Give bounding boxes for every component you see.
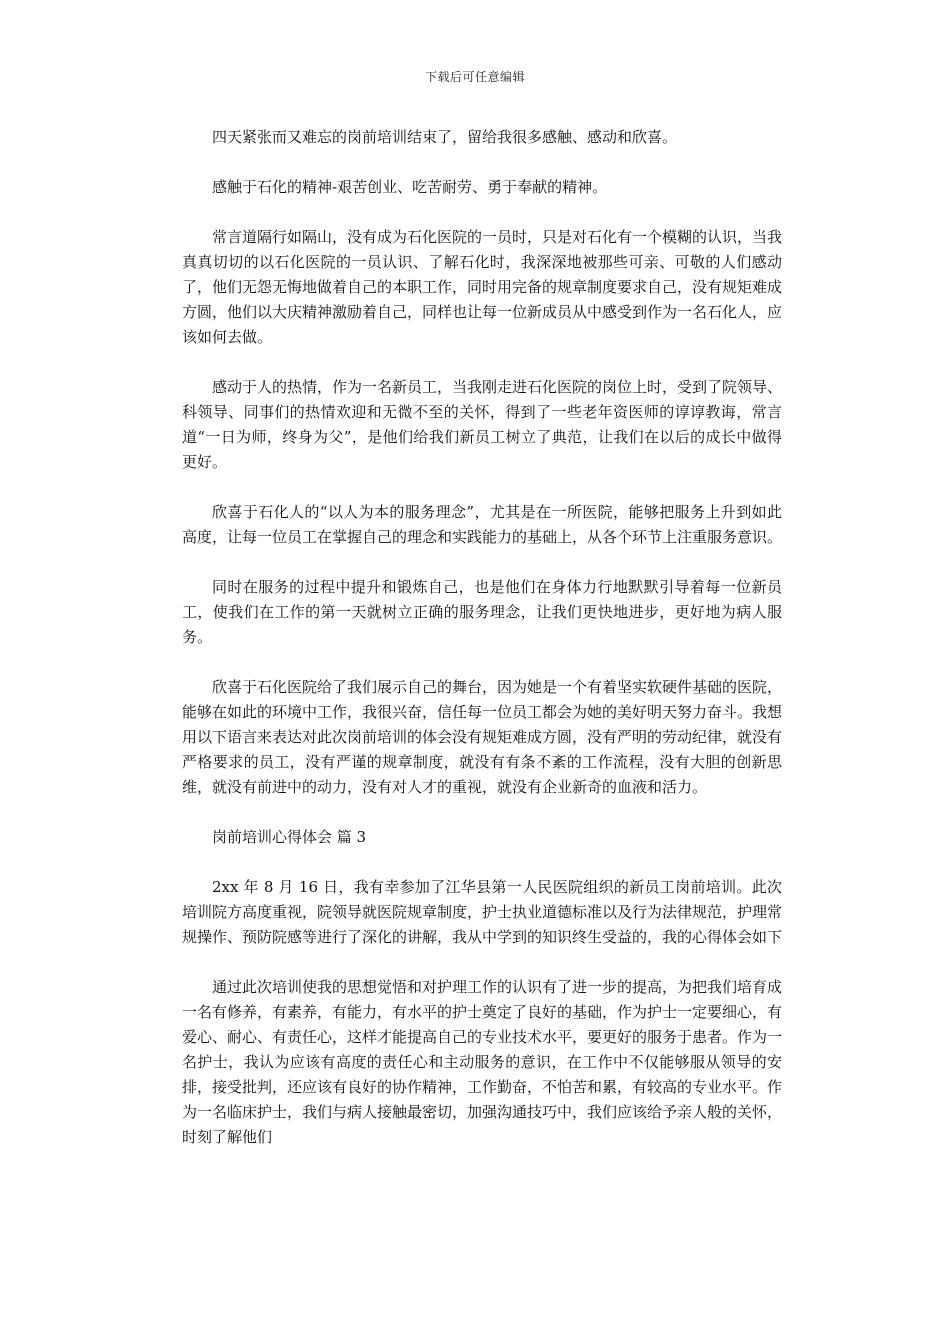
paragraph-5: 欣喜于石化人的“以人为本的服务理念”，尤其是在一所医院，能够把服务上升到如此高度，让每一位员工在掌握自己的理念和实践能力的基础上，从各个环节上注重服务意识。 — [182, 503, 783, 546]
document-body — [182, 125, 782, 1175]
paragraph-1: 四天紧张而又难忘的岗前培训结束了，留给我很多感触、感动和欣喜。 — [212, 128, 678, 146]
paragraph-6: 同时在服务的过程中提升和锻炼自己，也是他们在身体力行地默默引导着每一位新员工，使我们在工作的第一天就树立正确的服务理念，让我们更快地进步，更好地为病人服务。 — [182, 578, 782, 646]
paragraph-2: 感触于石化的精神-艰苦创业、吃苦耐劳、勇于奉献的精神。 — [212, 178, 608, 196]
paragraph-4: 感动于人的热情，作为一名新员工，当我刚走进石化医院的岗位上时，受到了院领导、科领导、同事们的热情欢迎和无微不至的关怀，得到了一些老年资医师的谆谆教诲，常言道“一日为师，终身为父”，是他们给我们新员工树立了典范，让我们在以后的成长中做得更好。 — [182, 378, 783, 471]
paragraph-8: 2xx 年 8 月 16 日，我有幸参加了江华县第一人民医院组织的新员工岗前培训。此次培训院方高度重视，院领导就医院规章制度，护士执业道德标准以及行为法律规范，护理常规操作、预防院感等进行了深化的讲解，我从中学到的知识终生受益的，我的心得体会如下 — [182, 878, 783, 946]
section-title: 岗前培训心得体会 篇 3 — [212, 828, 367, 846]
page-header-note: 下载后可任意编辑 — [424, 70, 525, 84]
paragraph-9: 通过此次培训使我的思想觉悟和对护理工作的认识有了进一步的提高，为把我们培育成一名有修养，有素养，有能力，有水平的护士奠定了良好的基础，作为护士一定要细心，有爱心、耐心、有责任心，这样才能提高自己的专业技术水平，要更好的服务于患者。作为一名护士，我认为应该有高度的责任心和主动服务的意识，在工作中不仅能够服从领导的安排，接受批判，还应该有良好的协作精神，工作勤奋，不怕苦和累，有较高的专业水平。作为一名临床护士，我们与病人接触最密切，加强沟通技巧中，我们应该给予亲人般的关怀，时刻了解他们 — [182, 978, 783, 1146]
paragraph-7: 欣喜于石化医院给了我们展示自己的舞台，因为她是一个有着坚实软硬件基础的医院，能够在如此的环境中工作，我很兴奋，信任每一位员工都会为她的美好明天努力奋斗。我想用以下语言来表达对此次岗前培训的体会没有规矩难成方圆，没有严明的劳动纪律，就没有严格要求的员工，没有严谨的规章制度，就没有有条不紊的工作流程，没有大胆的创新思维，就没有前进中的动力，没有对人才的重视，就没有企业新奇的血液和活力。 — [182, 678, 783, 796]
paragraph-3: 常言道隔行如隔山，没有成为石化医院的一员时，只是对石化有一个模糊的认识，当我真真切切的以石化医院的一员认识、了解石化时，我深深地被那些可亲、可敬的人们感动了，他们无怨无悔地做着自己的本职工作，同时用完备的规章制度要求自己，没有规矩难成方圆，他们以大庆精神激励着自己，同样也让每一位新成员从中感受到作为一名石化人，应该如何去做。 — [182, 228, 783, 346]
